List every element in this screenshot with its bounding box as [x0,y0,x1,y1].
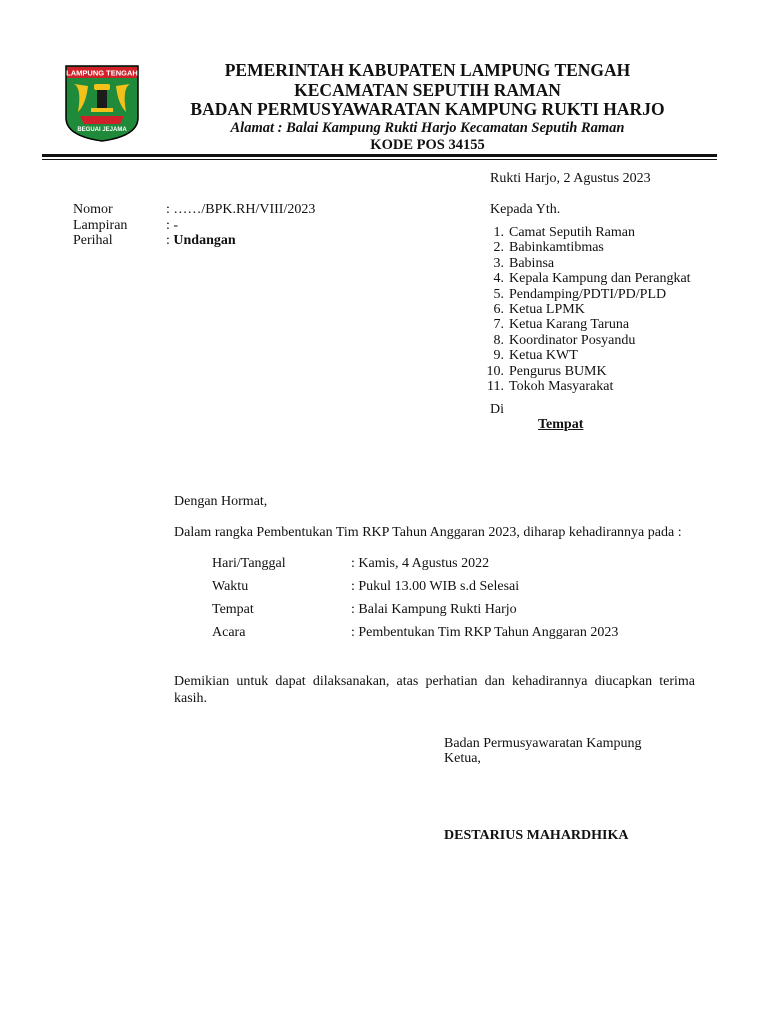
recipient-number: 8. [493,332,504,348]
recipient-text: Kepala Kampung dan Perangkat [509,271,691,287]
recipient-item [480,317,691,332]
detail-label: Hari/Tanggal [212,556,286,571]
recipient-text: Ketua KWT [509,348,578,364]
recipient-list [480,225,691,394]
letterhead-divider-thin [42,159,717,160]
lampiran-value: : - [166,218,179,233]
detail-label: Waktu [212,579,249,594]
recipient-text: Ketua LPMK [509,302,585,318]
detail-label: Acara [212,625,246,640]
recipient-text: Pengurus BUMK [509,363,607,379]
recipient-text: Babinkamtibmas [509,240,604,256]
recipient-item [480,287,691,302]
recipient-item [480,333,691,348]
svg-text:BEGUAI JEJAMA: BEGUAI JEJAMA [77,127,127,133]
letterhead-divider-thick [42,154,717,157]
lampung-tengah-emblem-icon [64,64,140,142]
recipient-text: Babinsa [509,255,555,271]
recipient-item [480,379,691,394]
letter-date: Rukti Harjo, 2 Agustus 2023 [490,171,651,186]
detail-label: Tempat [212,602,254,617]
detail-value: : Kamis, 4 Agustus 2022 [351,556,490,571]
recipient-number: 1. [493,225,504,240]
recipient-item [480,364,691,379]
recipient-item [480,240,691,255]
signature-name: DESTARIUS MAHARDHIKA [444,828,629,843]
recipient-item [480,225,691,240]
invitation-intro: Dalam rangka Pembentukan Tim RKP Tahun Anggaran 2023, diharap kehadirannya pada : [174,525,682,540]
recipient-item [480,302,691,317]
recipient-text: Tokoh Masyarakat [509,379,614,395]
recipient-item [480,271,691,286]
perihal-value: : Undangan [166,233,236,248]
closing-paragraph: Demikian untuk dapat dilaksanakan, atas perhatian dan kehadirannya diucapkan terima kasih. [174,674,695,706]
lampiran-label: Lampiran [73,218,128,233]
recipient-number: 7. [493,317,504,333]
signature-role: Ketua, [444,751,481,766]
recipient-number: 5. [493,286,504,302]
letterhead-district: KECAMATAN SEPUTIH RAMAN [294,80,561,100]
detail-value: : Pukul 13.00 WIB s.d Selesai [351,579,520,594]
letterhead-government: PEMERINTAH KABUPATEN LAMPUNG TENGAH [224,60,631,80]
recipient-number: 9. [493,348,504,364]
recipient-text: Pendamping/PDTI/PD/PLD [509,286,667,302]
recipient-text: Koordinator Posyandu [509,332,636,348]
letterhead-postcode: KODE POS 34155 [370,137,485,153]
recipient-number: 3. [493,255,504,271]
perihal-label: Perihal [73,233,113,248]
letterhead-address: Alamat : Balai Kampung Rukti Harjo Kecamatan Seputih Raman [230,120,625,136]
detail-value: : Pembentukan Tim RKP Tahun Anggaran 2023 [351,625,619,640]
nomor-value: : ……/BPK.RH/VIII/2023 [166,202,316,217]
salutation: Dengan Hormat, [174,494,268,509]
recipient-text: Camat Seputih Raman [509,225,635,240]
svg-text:LAMPUNG TENGAH: LAMPUNG TENGAH [66,68,138,78]
recipient-number: 11. [487,379,504,395]
signature-org: Badan Permusyawaratan Kampung [444,736,642,751]
di-label: Di [490,402,504,417]
recipient-item [480,348,691,363]
recipient-number: 2. [493,240,504,256]
letterhead-agency: BADAN PERMUSYAWARATAN KAMPUNG RUKTI HARJO [190,99,665,119]
nomor-label: Nomor [73,202,113,217]
recipient-number: 10. [486,363,504,379]
recipient-number: 4. [493,271,504,287]
recipient-number: 6. [493,302,504,318]
recipient-text: Ketua Karang Taruna [509,317,630,333]
detail-value: : Balai Kampung Rukti Harjo [351,602,517,617]
tempat-label: Tempat [538,417,584,432]
recipient-intro: Kepada Yth. [490,202,561,217]
recipient-item [480,256,691,271]
